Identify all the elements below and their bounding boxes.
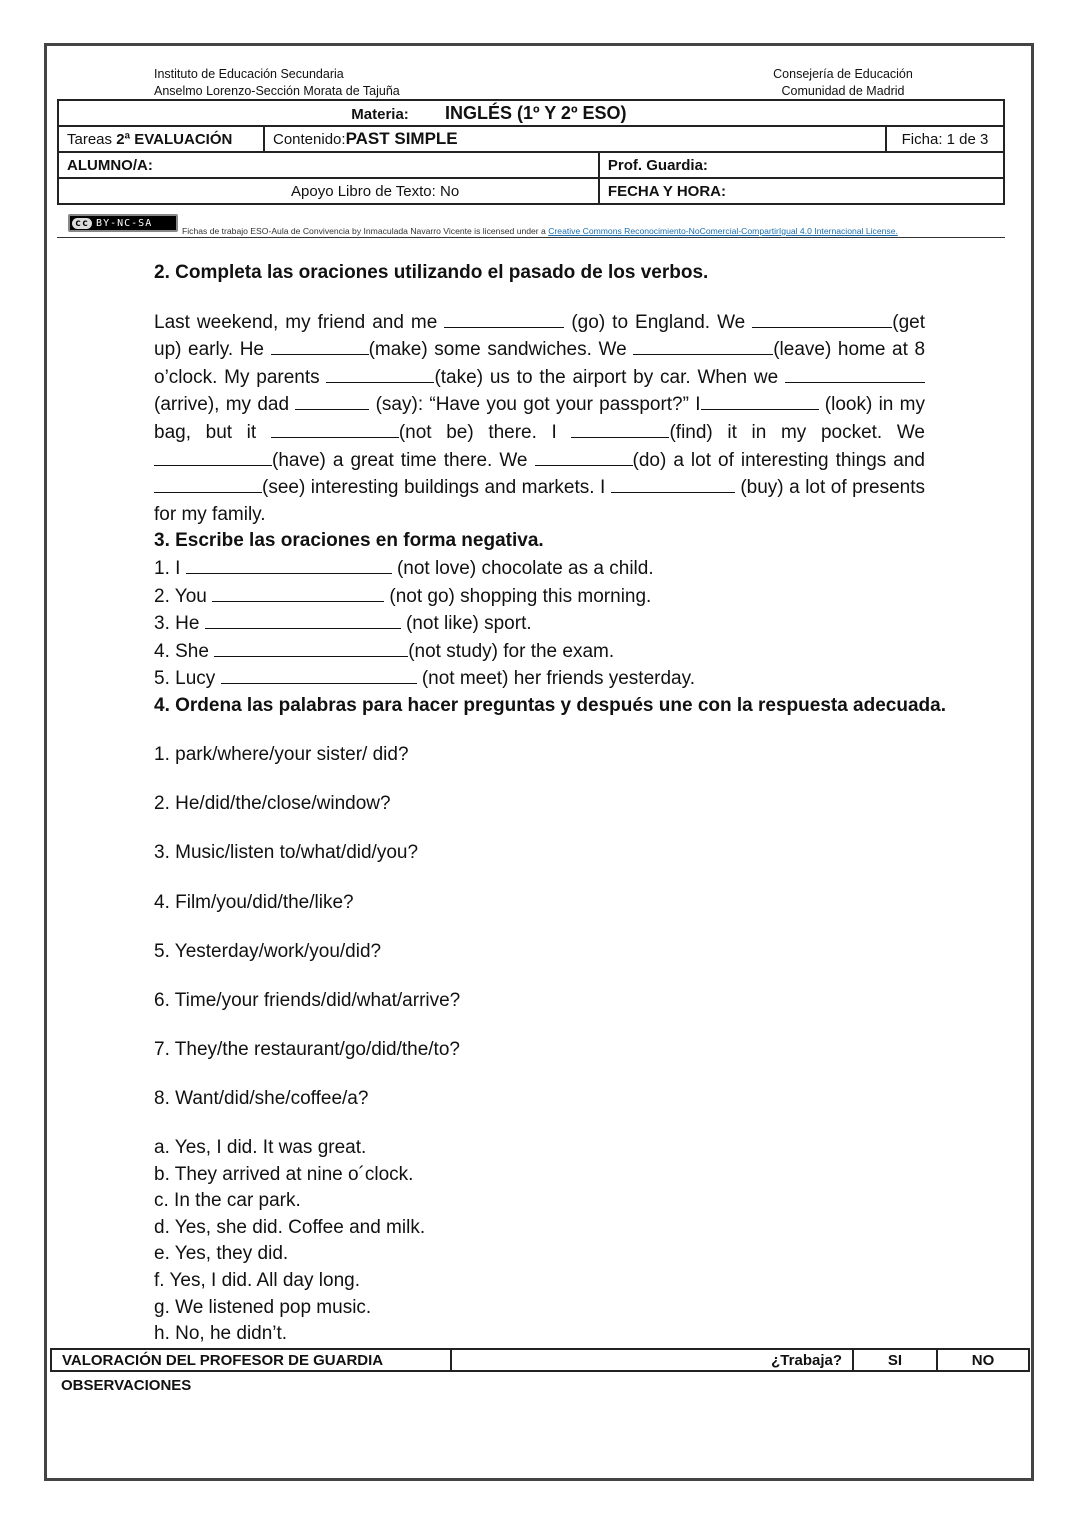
no-option[interactable]: NO — [937, 1349, 1029, 1371]
exercise-2-title: 2. Completa las oraciones utilizando el pasado de los verbos. — [154, 262, 709, 283]
answer-blank[interactable] — [611, 474, 735, 493]
answer-blank[interactable] — [701, 391, 819, 410]
answer-option: d. Yes, she did. Coffee and milk. — [154, 1216, 426, 1238]
materia-label: Materia: — [351, 105, 409, 123]
observaciones-label: OBSERVACIONES — [61, 1377, 192, 1394]
question-item: 7. They/the restaurant/go/did/the/to? — [154, 1039, 460, 1061]
materia-value: INGLÉS (1º Y 2º ESO) — [444, 102, 627, 123]
answer-blank[interactable] — [633, 336, 773, 355]
school-line-1: Instituto de Educación Secundaria — [154, 67, 344, 81]
text-segment: (have) a great time there. We — [272, 449, 535, 471]
answer-blank[interactable] — [212, 583, 384, 602]
answer-blank[interactable] — [752, 309, 892, 328]
info-table — [57, 99, 1005, 205]
text-segment: (get up) early. He — [154, 311, 925, 361]
text-segment: (make) some sandwiches. We — [368, 339, 634, 361]
text-segment: (see) interesting buildings and markets. I — [262, 477, 611, 499]
cc-license-badge — [68, 214, 178, 232]
text-segment: (take) us to the airport by car. When we — [434, 366, 785, 388]
item-start: 5. Lucy — [154, 668, 221, 690]
item-end: (not love) chocolate as a child. — [396, 557, 654, 579]
trabaja-label: ¿Trabaja? — [451, 1349, 853, 1371]
text-segment: (say): “Have you got your passport?” I — [375, 394, 701, 416]
text-segment: (not be) there. I — [398, 421, 572, 443]
answer-blank[interactable] — [205, 610, 401, 629]
answer-option: f. Yes, I did. All day long. — [154, 1269, 360, 1291]
list-item — [154, 583, 925, 611]
item-start: 1. I — [154, 557, 186, 579]
question-item: 5. Yesterday/work/you/did? — [154, 940, 382, 962]
region-line-2: Comunidad de Madrid — [781, 84, 905, 98]
text-segment: (leave) home at 8 o’clock. My parents — [154, 339, 926, 388]
answer-blank[interactable] — [221, 665, 417, 684]
alumno-cell: ALUMNO/A: — [58, 152, 599, 178]
answer-option: h. No, he didn’t. — [154, 1323, 288, 1345]
answer-blank[interactable] — [295, 391, 369, 410]
answer-option: g. We listened pop music. — [154, 1296, 372, 1318]
exercise-4-questions — [154, 742, 925, 1113]
answer-blank[interactable] — [535, 447, 633, 466]
tareas-cell — [58, 126, 264, 152]
valoracion-label: VALORACIÓN DEL PROFESOR DE GUARDIA — [51, 1349, 451, 1371]
item-start: 3. He — [154, 613, 205, 635]
answer-blank[interactable] — [271, 419, 399, 438]
contenido-value: PAST SIMPLE — [345, 129, 458, 148]
answer-option: b. They arrived at nine o´clock. — [154, 1163, 414, 1185]
materia-cell — [58, 100, 1004, 126]
question-item: 4. Film/you/did/the/like? — [154, 891, 354, 913]
answer-blank[interactable] — [214, 638, 408, 657]
fecha-cell: FECHA Y HORA: — [599, 178, 1004, 204]
answer-blank[interactable] — [154, 474, 262, 493]
exercise-4-answers — [154, 1135, 925, 1348]
region-header — [760, 66, 926, 100]
contenido-label: Contenido: — [273, 131, 346, 148]
answer-option: c. In the car park. — [154, 1190, 301, 1212]
list-item — [154, 610, 925, 638]
answer-blank[interactable] — [444, 309, 564, 328]
contenido-cell — [264, 126, 886, 152]
answer-blank[interactable] — [571, 419, 669, 438]
question-item: 3. Music/listen to/what/did/you? — [154, 842, 419, 864]
list-item — [154, 638, 925, 666]
answer-option: a. Yes, I did. It was great. — [154, 1137, 367, 1158]
exercise-3-title: 3. Escribe las oraciones en forma negativa. — [154, 530, 544, 552]
item-start: 2. You — [154, 585, 213, 607]
text-segment: (arrive), my dad — [154, 394, 296, 416]
prof-guardia-cell: Prof. Guardia: — [599, 152, 1004, 178]
answer-option: e. Yes, they did. — [154, 1243, 289, 1265]
text-segment: Last weekend, my friend and me — [154, 311, 445, 333]
question-item: 1. park/where/your sister/ did? — [154, 744, 409, 766]
cc-badge-text: BY-NC-SA — [96, 217, 153, 229]
exercise-4-title: 4. Ordena las palabras para hacer preguntas y después une con la respuesta adecuada. — [154, 694, 946, 716]
tareas-value: 2ª EVALUACIÓN — [116, 130, 233, 148]
item-end: (not meet) her friends yesterday. — [421, 668, 695, 690]
license-text — [182, 226, 898, 236]
question-item: 2. He/did/the/close/window? — [154, 793, 391, 815]
answer-blank[interactable] — [186, 555, 392, 574]
tareas-prefix: Tareas — [67, 130, 117, 148]
question-item: 8. Want/did/she/coffee/a? — [154, 1088, 369, 1110]
exercise-3-list — [154, 555, 925, 693]
text-segment: (do) a lot of interesting things and — [632, 449, 925, 471]
worksheet-content — [154, 260, 946, 1348]
list-item — [154, 555, 925, 583]
answer-blank[interactable] — [271, 336, 369, 355]
cc-icon: cc — [72, 218, 92, 229]
region-line-1: Consejería de Educación — [773, 67, 913, 81]
item-end: (not study) for the exam. — [408, 640, 615, 662]
school-header — [154, 66, 400, 100]
apoyo-cell: Apoyo Libro de Texto: No — [58, 178, 599, 204]
answer-blank[interactable] — [326, 364, 434, 383]
answer-blank[interactable] — [154, 447, 272, 466]
question-item: 6. Time/your friends/did/what/arrive? — [154, 990, 461, 1012]
evaluation-table — [50, 1348, 1030, 1372]
item-start: 4. She — [154, 640, 215, 662]
school-line-2: Anselmo Lorenzo-Sección Morata de Tajuña — [154, 84, 400, 98]
item-end: (not go) shopping this morning. — [389, 585, 652, 607]
ficha-cell: Ficha: 1 de 3 — [886, 126, 1004, 152]
list-item — [154, 665, 925, 693]
license-statement: Fichas de trabajo ESO-Aula de Convivencia by Inmaculada Navarro Vicente is licensed under a — [182, 226, 549, 236]
answer-blank[interactable] — [785, 364, 925, 383]
text-segment: (buy) a lot of presents for my family. — [154, 477, 925, 525]
item-end: (not like) sport. — [405, 613, 532, 635]
text-segment: (find) it in my pocket. We — [669, 421, 925, 443]
license-link[interactable]: Creative Commons Reconocimiento-NoComercial-CompartirIgual 4.0 Internacional License. — [548, 226, 898, 236]
exercise-2-paragraph — [154, 309, 925, 529]
text-segment: (go) to England. We — [571, 311, 753, 333]
si-option[interactable]: SI — [853, 1349, 937, 1371]
text-segment: (look) in my bag, but it — [154, 394, 925, 443]
